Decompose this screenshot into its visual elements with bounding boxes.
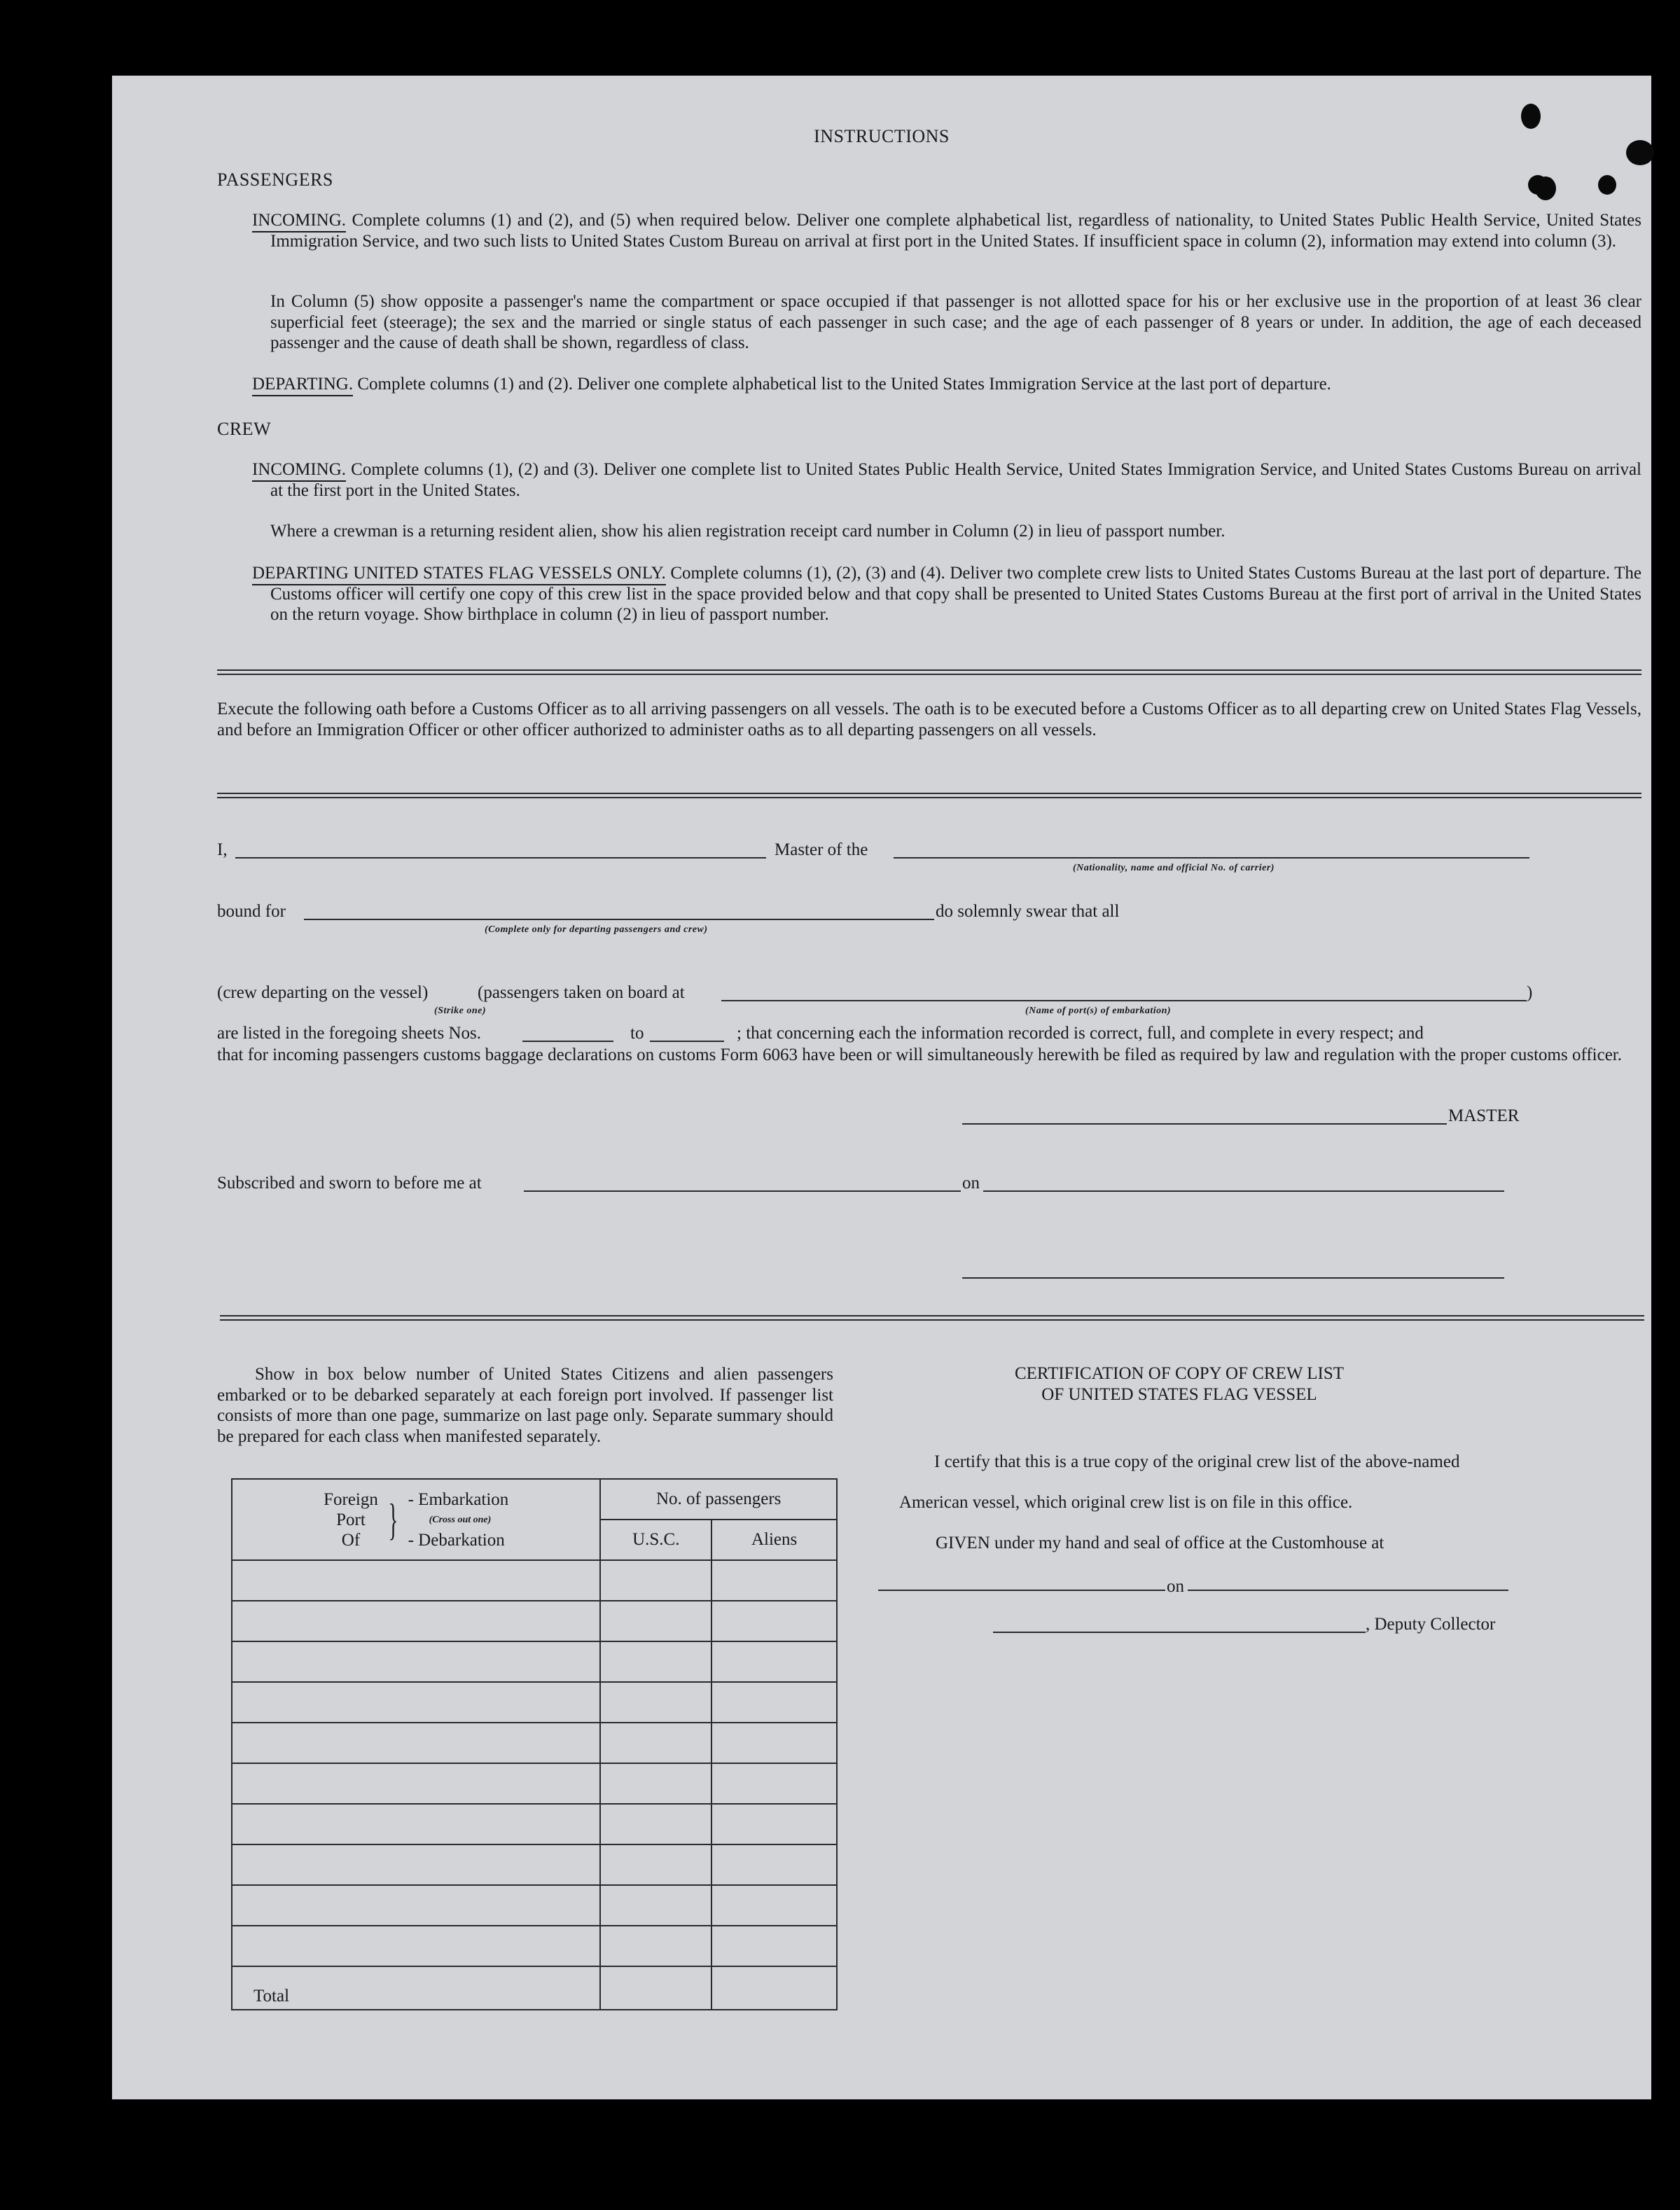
foreign-port-header [232, 1479, 600, 1560]
carrier-field[interactable] [894, 857, 1529, 859]
oath-i-label: I, [217, 840, 228, 859]
master-name-field[interactable] [235, 857, 766, 859]
table-row [232, 1560, 837, 1601]
certification-title-1: CERTIFICATION OF COPY OF CREW LIST [1014, 1364, 1345, 1383]
port-cell[interactable] [232, 1804, 600, 1844]
crew-departing-label: DEPARTING UNITED STATES FLAG VESSELS ONLY. [252, 564, 666, 585]
usc-cell[interactable] [600, 1763, 711, 1804]
page-title: INSTRUCTIONS [814, 126, 950, 146]
ink-blot [1521, 104, 1541, 129]
sworn-place-field[interactable] [524, 1190, 961, 1192]
nationality-caption: (Nationality, name and official No. of carrier) [1073, 863, 1275, 873]
master-label: MASTER [1448, 1106, 1520, 1125]
master-signature-line[interactable] [962, 1123, 1447, 1125]
on-label: on [962, 1174, 980, 1193]
table-row [232, 1844, 837, 1885]
crew-incoming-text: Complete columns (1), (2) and (3). Deliver one complete list to United States Public Health Service, United States Immigration Service, and United States Customs Bureau on arrival at the first port in the United States. [270, 460, 1641, 500]
aliens-total-cell[interactable] [711, 1966, 837, 2010]
table-row [232, 1641, 837, 1682]
aliens-cell[interactable] [711, 1885, 837, 1926]
total-label: Total [232, 1966, 600, 2010]
passengers-heading: PASSENGERS [217, 169, 333, 190]
no-of-passengers-header: No. of passengers [600, 1479, 837, 1520]
passengers-incoming-label: INCOMING. [252, 211, 346, 232]
port-cell[interactable] [232, 1560, 600, 1601]
passenger-summary-table [231, 1478, 838, 2010]
deputy-collector-label: , Deputy Collector [1366, 1615, 1496, 1634]
usc-cell[interactable] [600, 1804, 711, 1844]
crew-incoming-paragraph [252, 459, 1641, 501]
passengers-departing-paragraph [252, 374, 1641, 395]
passengers-column5-paragraph: In Column (5) show opposite a passenger's name the compartment or space occupied if that passenger is not allotted space for his or her exclusive use in the proportion of at least 36 clear superficial feet (steerage); the sex and the married or single status of each passenger in such case; and the age of each passenger of 8 years or under. In addition, the age of each deceased passenger and the cause of death shall be shown, regardless of class. [270, 292, 1641, 352]
bound-for-label: bound for [217, 902, 286, 921]
to-label: to [630, 1024, 644, 1043]
table-row [232, 1926, 837, 1966]
port-cell[interactable] [232, 1723, 600, 1763]
usc-cell[interactable] [600, 1641, 711, 1682]
crew-departing-text: Complete columns (1), (2), (3) and (4). Deliver two complete crew lists to United States Customs Bureau at the last port of departure. The Customs officer will certify one copy of this crew list in the space provided below and that copy shall be presented to United States Customs Bureau at the first port of arrival in the United States on the return voyage. Show birthplace in column (2) in lieu of passport number. [270, 564, 1642, 624]
deputy-signature-line[interactable] [993, 1632, 1366, 1633]
section-divider [217, 793, 1641, 798]
table-row [232, 1763, 837, 1804]
certification-date-field[interactable] [1188, 1590, 1508, 1591]
table-row [232, 1601, 837, 1641]
crew-incoming-label: INCOMING. [252, 460, 346, 482]
cross-out-caption: (Cross out one) [429, 1514, 492, 1525]
port-cell[interactable] [232, 1682, 600, 1723]
table-row [232, 1682, 837, 1723]
complete-only-caption: (Complete only for departing passengers and crew) [485, 924, 708, 935]
sheet-from-field[interactable] [522, 1041, 613, 1042]
embarkation-port-field[interactable] [721, 1000, 1527, 1001]
customhouse-field[interactable] [878, 1590, 1165, 1591]
aliens-cell[interactable] [711, 1844, 837, 1885]
passengers-incoming-text: Complete columns (1) and (2), and (5) when required below. Deliver one complete alphabetical list, regardless of nationality, to United States Public Health Service, United States Immigration Service, and two such lists to United States Custom Bureau on arrival at first port in the United States. If insufficient space in column (2), information may extend into column (3). [270, 211, 1642, 251]
bound-for-field[interactable] [304, 919, 934, 920]
crew-departing-option: (crew departing on the vessel) [217, 983, 429, 1002]
crew-departing-paragraph [252, 563, 1642, 625]
aliens-header: Aliens [711, 1520, 837, 1560]
certification-line-3: GIVEN under my hand and seal of office at the Customhouse at [936, 1534, 1384, 1552]
of-label: Of [341, 1530, 361, 1550]
aliens-cell[interactable] [711, 1926, 837, 1966]
debarkation-label: - Debarkation [408, 1530, 505, 1550]
aliens-cell[interactable] [711, 1682, 837, 1723]
summary-instructions: Show in box below number of United States Citizens and alien passengers embarked or to be debarked separately at each foreign port involved. If passenger list consists of more than one page, summarize on last page only. Separate summary should be prepared for each class when manifested separately. [217, 1365, 833, 1446]
listed-end-text: ; that concerning each the information recorded is correct, full, and complete in every respect; and [737, 1024, 1424, 1043]
aliens-cell[interactable] [711, 1641, 837, 1682]
usc-cell[interactable] [600, 1682, 711, 1723]
usc-total-cell[interactable] [600, 1966, 711, 2010]
usc-cell[interactable] [600, 1926, 711, 1966]
aliens-cell[interactable] [711, 1804, 837, 1844]
ink-blot [1598, 175, 1616, 195]
table-row [232, 1804, 837, 1844]
strike-one-caption: (Strike one) [434, 1006, 487, 1016]
foreign-label: Foreign [324, 1489, 378, 1509]
usc-cell[interactable] [600, 1723, 711, 1763]
form-page [112, 76, 1651, 2099]
swear-text: do solemnly swear that all [936, 902, 1120, 921]
certification-line-2: American vessel, which original crew list is on file in this office. [899, 1493, 1353, 1512]
usc-cell[interactable] [600, 1844, 711, 1885]
passengers-departing-text: Complete columns (1) and (2). Deliver one complete alphabetical list to the United States Immigration Service at the last port of departure. [357, 375, 1331, 394]
port-cell[interactable] [232, 1844, 600, 1885]
listed-rest-text: that for incoming passengers customs baggage declarations on customs Form 6063 have been or will simultaneously herewith be filed as required by law and regulation with the proper customs officer. [217, 1045, 1622, 1064]
crew-resident-paragraph: Where a crewman is a returning resident alien, show his alien registration receipt card number in Column (2) in lieu of passport number. [270, 522, 1226, 541]
ink-blot [1528, 175, 1548, 195]
usc-header: U.S.C. [600, 1520, 711, 1560]
listed-start-text: are listed in the foregoing sheets Nos. [217, 1024, 481, 1043]
oath-instructions: Execute the following oath before a Customs Officer as to all arriving passengers on all vessels. The oath is to be executed before a Customs Officer as to all departing crew on United States Flag Vessels, and before an Immigration Officer or other officer authorized to administer oaths as to all departing passengers on all vessels. [217, 700, 1641, 739]
usc-cell[interactable] [600, 1885, 711, 1926]
usc-cell[interactable] [600, 1601, 711, 1641]
passengers-taken-option: (passengers taken on board at [478, 983, 685, 1002]
port-label: Port [336, 1510, 366, 1529]
port-cell[interactable] [232, 1926, 600, 1966]
usc-cell[interactable] [600, 1560, 711, 1601]
officer-signature-line[interactable] [962, 1277, 1504, 1279]
total-row [232, 1966, 837, 2010]
section-divider [217, 669, 1641, 675]
certification-on-label: on [1167, 1577, 1184, 1596]
port-caption: (Name of port(s) of embarkation) [1025, 1006, 1172, 1016]
port-cell[interactable] [232, 1763, 600, 1804]
section-divider [220, 1315, 1644, 1321]
port-cell[interactable] [232, 1641, 600, 1682]
brace-glyph: } [388, 1494, 398, 1545]
table-row [232, 1885, 837, 1926]
master-of-the-label: Master of the [775, 840, 868, 859]
close-paren: ) [1527, 983, 1533, 1002]
port-cell[interactable] [232, 1601, 600, 1641]
aliens-cell[interactable] [711, 1723, 837, 1763]
passengers-departing-label: DEPARTING. [252, 375, 353, 396]
sheet-to-field[interactable] [650, 1041, 724, 1042]
crew-heading: CREW [217, 419, 272, 439]
aliens-cell[interactable] [711, 1601, 837, 1641]
certification-line-1: I certify that this is a true copy of the original crew list of the above-named [934, 1452, 1460, 1471]
certification-title-2: OF UNITED STATES FLAG VESSEL [1041, 1385, 1317, 1404]
table-row [232, 1723, 837, 1763]
aliens-cell[interactable] [711, 1763, 837, 1804]
aliens-cell[interactable] [711, 1560, 837, 1601]
embarkation-label: - Embarkation [408, 1489, 509, 1509]
port-cell[interactable] [232, 1885, 600, 1926]
subscribed-label: Subscribed and sworn to before me at [217, 1174, 482, 1193]
sworn-date-field[interactable] [983, 1190, 1504, 1192]
passengers-incoming-paragraph [252, 210, 1642, 251]
